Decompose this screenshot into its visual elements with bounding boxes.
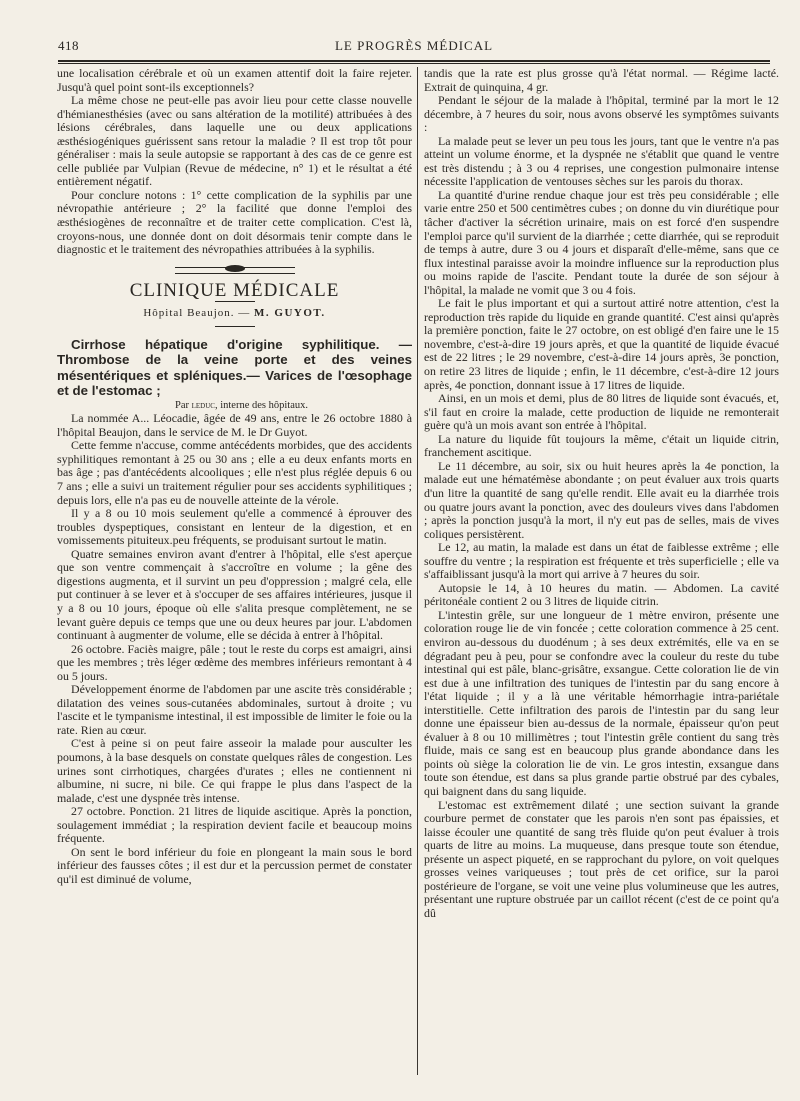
paragraph: La quantité d'urine rendue chaque jour est très peu considérable ; elle varie entre 250 et 500 centimètres cubes ; on donne du vin diurétique pour tâcher d'activer la sécrétion urinaire, mais on est forcé d'en suspendre l'emploi parce qu'il survient de la diarrhée ; cette diarrhée, qui se reproduit de temps à autre, dure 3 ou 4 jours et disparaît d'elle-même, sans que ce flux intestinal paraisse avoir la moindre influence sur la reproduction plus ou moins rapide de l'ascite. Pendant toute la durée de son séjour à l'hôpital, la malade ne vomit que 3 ou 4 fois. bbox=[424, 187, 779, 297]
short-rule bbox=[215, 326, 255, 327]
paragraph: La même chose ne peut-elle pas avoir lieu pour cette classe nouvelle d'hémianesthésies (avec ou sans altération de la motilité) attribuées à des lésions cérébrales, dans laquelle une ou deux applications æsthésiogéniques guérissent sans retour la maladie ? Il est trop tôt pour généraliser : mais la seule autopsie se rapportant à des cas de ce genre est celle publiée par Vulpian (Revue de médecine, n° 1) et le résultat a été entièrement négatif. bbox=[57, 93, 412, 189]
paragraph: Le 11 décembre, au soir, six ou huit heures après la 4e ponction, la malade eut une hématémèse abondante ; on peut évaluer aux trois quarts d'un litre la quantité de sang qu'elle rendit. Elle avait eu la diarrhée trois ou quatre jours avant la ponction, avec des douleurs vives dans l'abdomen ; après la ponction jusqu'à la mort, il n'y eut pas de selles, mais de vives coliques persistèrent. bbox=[424, 458, 779, 541]
short-rule bbox=[215, 301, 255, 302]
paragraph: 27 octobre. Ponction. 21 litres de liquide ascitique. Après la ponction, soulagement immédiat ; la respiration devient facile et beaucoup moins fréquente. bbox=[57, 804, 412, 846]
paragraph: L'estomac est extrêmement dilaté ; une section suivant la grande courbure permet de constater que les parois n'en sont pas épaissies, et laisse écouler une quantité de sang très fluide qu'on peut évaluer à trois quarts de litre au moins. La muqueuse, dans presque toute son étendue, présente un aspect piqueté, en se rapprochant du pylore, on voit quelques grosses veines variqueuses ; tout près de cet orifice, sur la paroi postérieure de l'organe, se voit une veine plus volumineuse que les autres, présentant une rupture obstruée par un caillot récent (c'est de ce point qu'a dû bbox=[424, 797, 779, 920]
paragraph: 26 octobre. Faciès maigre, pâle ; tout le reste du corps est amaigri, ainsi que les membres ; très léger œdème des membres inférieurs remontant à 4 ou 5 jours. bbox=[57, 641, 412, 683]
paragraph: Développement énorme de l'abdomen par une ascite très considérable ; dilatation des veines sous-cutanées abdominales, surtout à droite ; vu l'ascite et le tympanisme intestinal, il est impossible de limiter le foie ou la rate. Rien au cœur. bbox=[57, 682, 412, 737]
byline-prefix: Par bbox=[175, 399, 189, 411]
column-rule bbox=[417, 67, 418, 1075]
paragraph: Cette femme n'accuse, comme antécédents morbides, que des accidents syphilitiques remontant à 25 ou 30 ans ; elle a eu deux enfants morts en bas âge ; pas d'antécédents alcooliques ; elle n'est plus réglée depuis 6 ou 7 ans ; elle a suivi un traitement régulier pour ses accidents syphilitiques ; depuis lors, elle n'a pas eu de nouvelle atteinte de la vérole. bbox=[57, 438, 412, 507]
paragraph: La nommée A... Léocadie, âgée de 49 ans, entre le 26 octobre 1880 à l'hôpital Beaujon, dans le service de M. le Dr Guyot. bbox=[57, 411, 412, 439]
byline-author: leduc bbox=[191, 399, 215, 411]
paragraph: Autopsie le 14, à 10 heures du matin. — Abdomen. La cavité péritonéale contient 2 ou 3 litres de liquide citrin. bbox=[424, 580, 779, 609]
paragraph: C'est à peine si on peut faire asseoir la malade pour ausculter les poumons, à la base desquels on constate quelques râles de congestion. Les urines sont cirrhotiques, chargées d'urates ; elles ne contiennent ni albumine, ni sucre, ni bile. Ce qui frappe le plus dans l'aspect de la malade, c'est une dyspnée très intense. bbox=[57, 736, 412, 805]
byline-suffix: , interne des hôpitaux. bbox=[214, 399, 308, 411]
byline bbox=[57, 399, 412, 413]
paragraph: La malade peut se lever un peu tous les jours, tant que le ventre n'a pas atteint un volume énorme, et la dyspnée ne s'établit que quand le ventre est très distendu ; à 3 ou 4 reprises, une congestion pulmonaire intense nécessite l'application de ventouses sèches sur les parois du thorax. bbox=[424, 133, 779, 189]
paragraph: Le 12, au matin, la malade est dans un état de faiblesse extrême ; elle souffre du ventre ; la respiration est fréquente et très superficielle ; elle va s'affaiblissant jusqu'à la mort qui arrive à 7 heures du soir. bbox=[424, 540, 779, 582]
header-rule bbox=[58, 60, 770, 64]
paragraph: Pendant le séjour de la malade à l'hôpital, terminé par la mort le 12 décembre, à 7 heures du soir, nous avons observé les symptômes suivants : bbox=[424, 93, 779, 135]
hospital-line bbox=[57, 307, 412, 321]
page-number: 418 bbox=[58, 38, 79, 53]
right-column bbox=[424, 67, 779, 1075]
paragraph: Le fait le plus important et qui a surtout attiré notre attention, c'est la reproduction très rapide du liquide en grande quantité. C'est ainsi qu'après la première ponction, faite le 27 octobre, on est obligé d'en faire une le 15 novembre, c'est-à-dire 19 jours après, et que la quantité de liquide évacué est de 22 litres ; le 29 novembre, c'est-à-dire 14 jours après, 3e ponction, on retire 23 litres de liquide ; enfin, le 11 décembre, c'est-à-dire 12 jours après, 4e ponction, donnant issue à 17 litres de liquide. bbox=[424, 296, 779, 392]
ornament-divider bbox=[175, 267, 295, 274]
paragraph: L'intestin grêle, sur une longueur de 1 mètre environ, présente une coloration rouge lie de vin foncée ; cette coloration commence à 25 cent. environ au-dessous du duodénum ; à ses deux extrémités, elle va en se dégradant peu à peu, pour se confondre avec la couleur du reste du tube intestinal qui est pâle, blanc-grisâtre, exsangue. Cette coloration lie de vin est due à une infiltration des tuniques de l'intestin par du sang encore à l'état liquide ; il y a là une véritable hémorrhagie intra-pariétale interstitielle. Cette infiltration des parois de l'intestin par du sang leur donne une épaisseur bien au-dessus de la normale, épaisseur qu'on peut évaluer à 8 ou 10 millimètres ; tout l'intestin grêle contient du sang très fluide, mais ce sang est en beaucoup plus grande abondance dans les points où siège la coloration lie de vin. Le gros intestin, exsangue dans toute son étendue, est dans sa plus grande partie obstrué par des cybales, qui baignent dans du sang liquide. bbox=[424, 607, 779, 798]
paragraph: tandis que la rate est plus grosse qu'à l'état normal. — Régime lacté. Extrait de quinquina, 4 gr. bbox=[424, 67, 779, 94]
journal-title: LE PROGRÈS MÉDICAL bbox=[334, 38, 494, 53]
paragraph: Quatre semaines environ avant d'entrer à l'hôpital, elle s'est aperçue que son ventre commençait à s'accroître en volume ; la gêne des digestions augmenta, et il survint un peu d'oppression ; malgré cela, elle put continuer à se lever et à s'occuper de ses affaires intérieures, jusque il y a 8 ou 10 jours, époque où elle s'alita presque complètement, ne se levant guère depuis ce temps que une ou deux heures par jour. L'abdomen continuant à augmenter de volume, elle se décida à entrer à l'hôpital. bbox=[57, 546, 412, 643]
left-column bbox=[57, 67, 412, 1075]
running-header bbox=[58, 36, 770, 56]
case-title: Cirrhose hépatique d'origine syphilitique. — Thrombose de la veine porte et des veines mésentériques et spléniques.— Varices de l'œsophage et de l'estomac ; bbox=[57, 336, 412, 399]
hospital-name: Hôpital Beaujon. — bbox=[143, 307, 251, 320]
paragraph: On sent le bord inférieur du foie en plongeant la main sous le bord inférieur des fausses côtes ; il est dur et la percussion permet de constater qu'il est diminué de volume, bbox=[57, 844, 412, 886]
section-title: CLINIQUE MÉDICALE bbox=[129, 279, 340, 301]
paragraph: La nature du liquide fût toujours la même, c'était un liquide citrin, franchement ascitique. bbox=[424, 431, 779, 460]
paragraph: Il y a 8 ou 10 mois seulement qu'elle a commencé à éprouver des troubles dyspeptiques, consistant en lenteur de la digestion, et en vomissements pituiteux.peu fréquents, se produisant surtout le matin. bbox=[57, 506, 412, 548]
doctor-name: M. GUYOT. bbox=[254, 307, 326, 320]
paragraph: Ainsi, en un mois et demi, plus de 80 litres de liquide sont évacués, et, s'il faut en croire la malade, cette production de liquide ne remonterait guère qu'à un mois avant son entrée à l'hôpital. bbox=[424, 391, 779, 433]
paragraph: Pour conclure notons : 1° cette complication de la syphilis par une névropathie antérieure ; 2° la facilité que donne l'emploi des æsthésiogènes de reconnaître et de traiter cette complication. C'est là, croyons-nous, une donnée dont on doit désormais tenir compte dans le diagnostic et le traitement des névropathies attribuées à la syphilis. bbox=[57, 187, 412, 257]
paragraph: une localisation cérébrale et où un examen attentif doit la faire rejeter. Jusqu'à quel point sont-ils exceptionnels? bbox=[57, 67, 412, 94]
